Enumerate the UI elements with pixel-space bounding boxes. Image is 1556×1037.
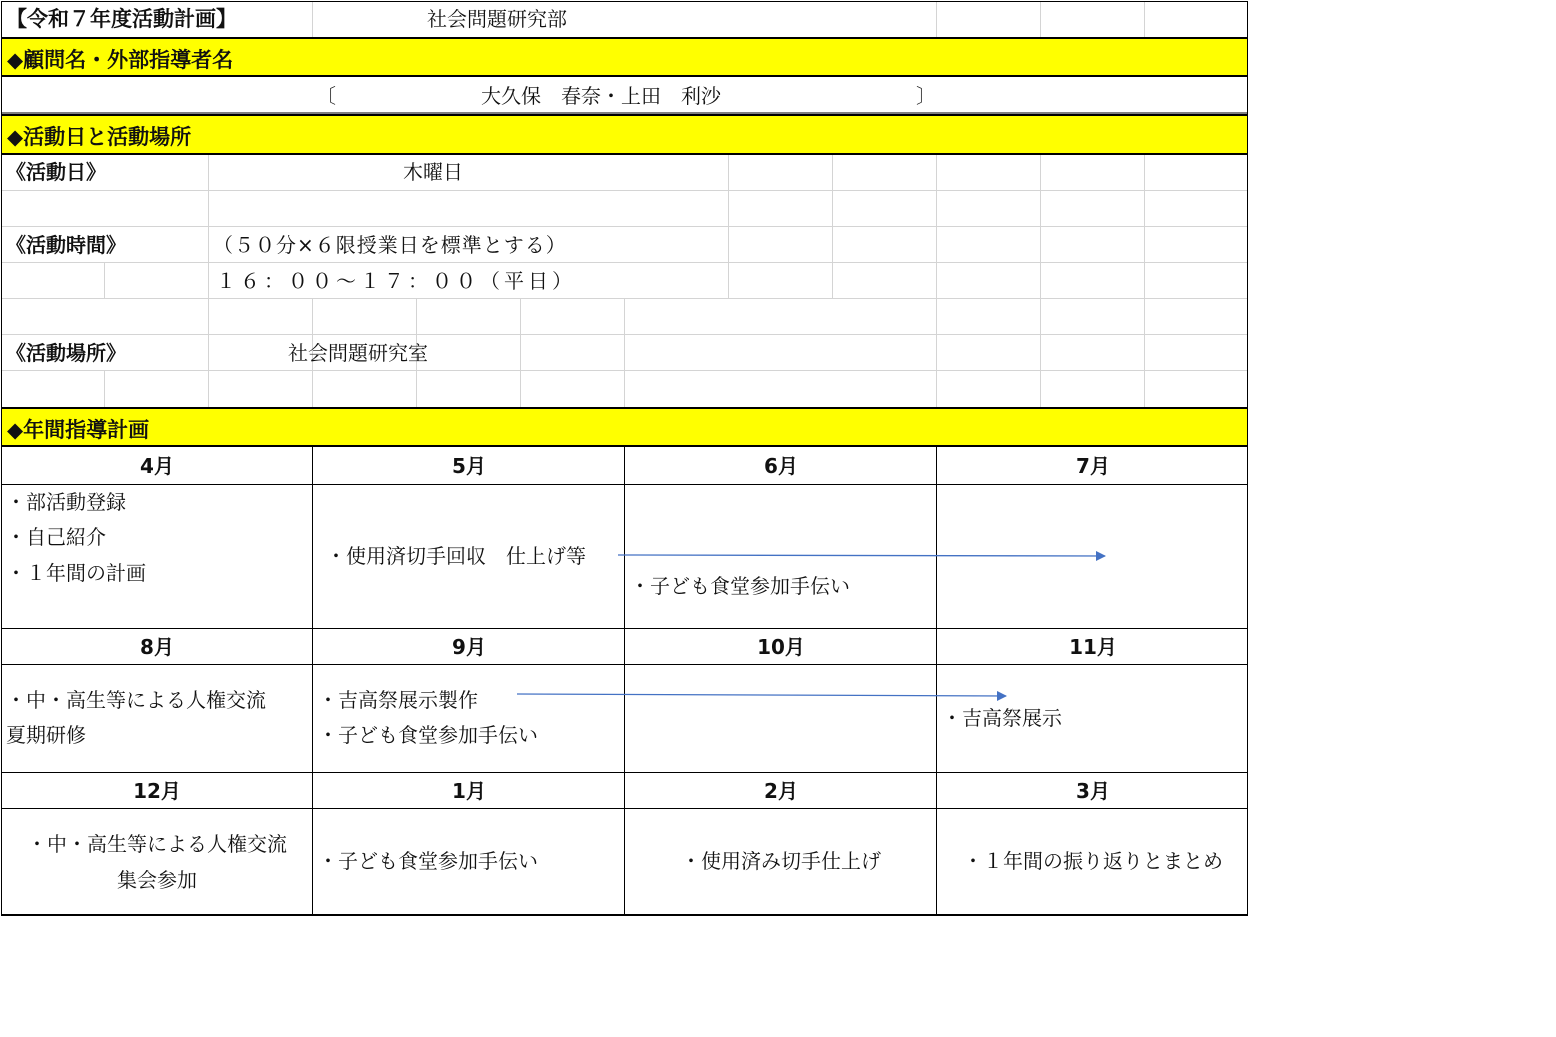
month-august: 8月 [140,635,174,659]
april-item: ・自己紹介 [6,525,106,549]
club-name: 社会問題研究部 [427,7,567,31]
december-item: ・中・高生等による人権交流 [27,832,287,856]
september-to-november-arrow [517,694,1006,696]
activity-day-value: 木曜日 [403,160,463,184]
month-march: 3月 [1076,779,1110,803]
month-october: 10月 [757,635,805,659]
activity-day-label: 《活動日》 [6,160,106,184]
advisor-names: 大久保 春奈・上田 利沙 [481,84,721,108]
november-item: ・吉高祭展示 [942,706,1062,730]
month-december: 12月 [133,779,181,803]
june-item: ・子ども食堂参加手伝い [630,574,850,598]
month-february: 2月 [764,779,798,803]
advisor-header-label: ◆顧問名・外部指導者名 [7,48,234,72]
march-item: ・１年間の振り返りとまとめ [963,849,1223,873]
page-title: 【令和７年度活動計画】 [6,7,237,31]
april-item: ・部活動登録 [6,490,126,514]
month-july: 7月 [1076,454,1110,478]
may-item: ・使用済切手回収 仕上げ等 [326,544,586,568]
august-item: ・中・高生等による人権交流 [6,688,266,712]
month-january: 1月 [452,779,486,803]
month-april: 4月 [140,454,174,478]
may-to-july-arrow [618,555,1105,556]
advisor-bracket-open: 〔 [316,84,336,108]
activity-time-note: （５０分×６限授業日を標準とする） [213,233,567,257]
september-item: ・吉高祭展示製作 [318,688,478,712]
february-item: ・使用済み切手仕上げ [681,849,881,873]
month-june: 6月 [764,454,798,478]
month-september: 9月 [452,635,486,659]
advisor-bracket-close: 〕 [916,84,936,108]
activity-place-label: 《活動場所》 [6,341,126,365]
january-item: ・子ども食堂参加手伝い [318,849,538,873]
month-may: 5月 [452,454,486,478]
annual-header-label: ◆年間指導計画 [7,418,150,442]
december-item: 集会参加 [117,868,197,892]
activity-time-label: 《活動時間》 [6,233,126,257]
activity-time-value: １６：００～１７：００（平日） [216,269,576,293]
activity-header-label: ◆活動日と活動場所 [7,125,192,149]
activity-place-value: 社会問題研究室 [288,341,428,365]
september-item: ・子ども食堂参加手伝い [318,723,538,747]
august-item: 夏期研修 [6,723,86,747]
april-item: ・１年間の計画 [6,561,146,585]
month-november: 11月 [1069,635,1117,659]
